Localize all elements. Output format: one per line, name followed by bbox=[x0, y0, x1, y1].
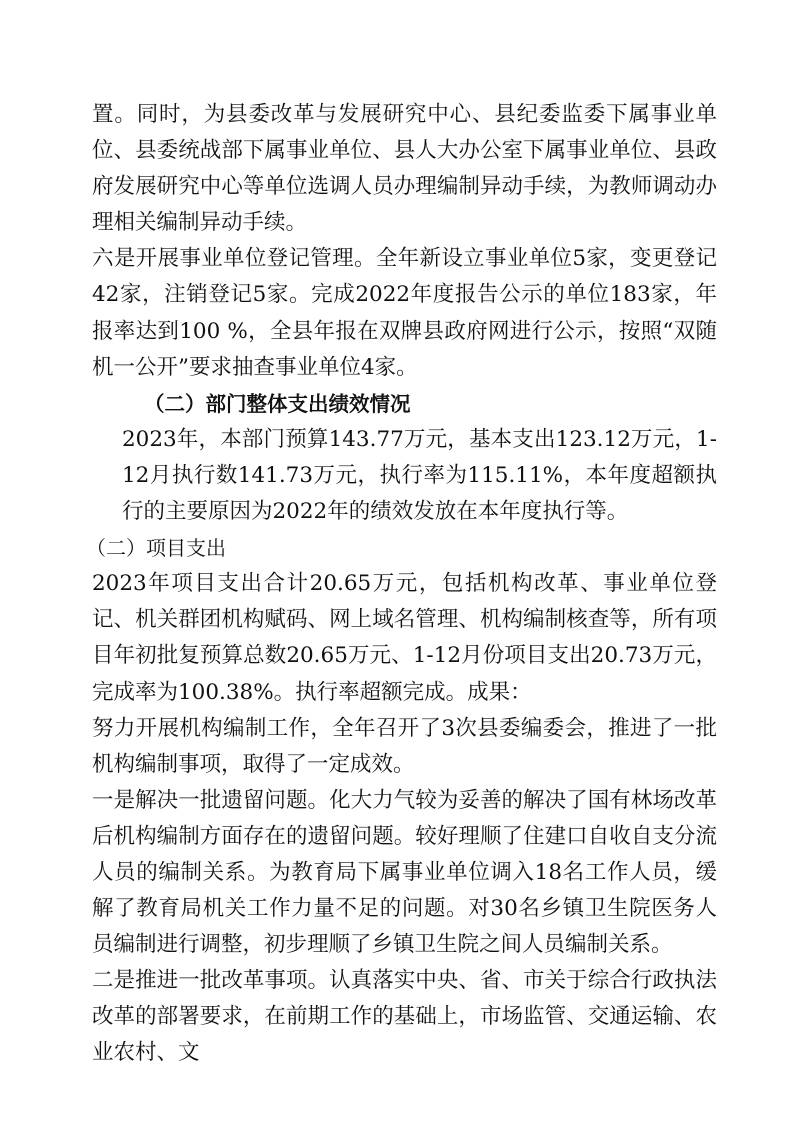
section-heading-project-expenditure: （二）项目支出 bbox=[86, 536, 226, 561]
paragraph-budget-execution: 2023年，本部门预算143.77万元，基本支出123.12万元，1-12月执行数141.73万元，执行率为115.11%，本年度超额执行的主要原因为2022年的绩效发放在本年度执行等。 bbox=[122, 426, 717, 525]
paragraph-registration-continuation: 置。同时，为县委改革与发展研究中心、县纪委监委下属事业单位、县委统战部下属事业单位、县人大办公室下属事业单位、县政府发展研究中心等单位选调人员办理编制异动手续，为教师调动办理相关编制异动手续。 bbox=[92, 102, 717, 236]
paragraph-institution-registration: 六是开展事业单位登记管理。全年新设立事业单位5家，变更登记42家，注销登记5家。完成2022年度报告公示的单位183家，年报率达到100 %，全县年报在双牌县政府网进行公示，按照“双随机一公开”要求抽查事业单位4家。 bbox=[92, 246, 717, 380]
section-heading-overall-expenditure: （二）部门整体支出绩效情况 bbox=[144, 391, 411, 416]
paragraph-reform-items: 二是推进一批改革事项。认真落实中央、省、市关于综合行政执法改革的部署要求，在前期工作的基础上，市场监管、交通运输、农业农村、文 bbox=[92, 968, 717, 1066]
paragraph-legacy-issues: 一是解决一批遗留问题。化大力气较为妥善的解决了国有林场改革后机构编制方面存在的遗留问题。较好理顺了住建口自收自支分流人员的编制关系。为教育局下属事业单位调入18名工作人员，缓解了教育局机关工作力量不足的问题。对30名乡镇卫生院医务人员编制进行调整，初步理顺了乡镇卫生院之间人员编制关系。 bbox=[92, 787, 717, 958]
paragraph-project-expenditure: 2023年项目支出合计20.65万元，包括机构改革、事业单位登记、机关群团机构赋码、网上域名管理、机构编制核查等，所有项目年初批复预算总数20.65万元、1-12月份项目支出20.73万元，完成率为100.38%。执行率超额完成。成果： bbox=[92, 571, 717, 705]
paragraph-staffing-work: 努力开展机构编制工作，全年召开了3次县委编委会，推进了一批机构编制事项，取得了一定成效。 bbox=[92, 715, 717, 777]
